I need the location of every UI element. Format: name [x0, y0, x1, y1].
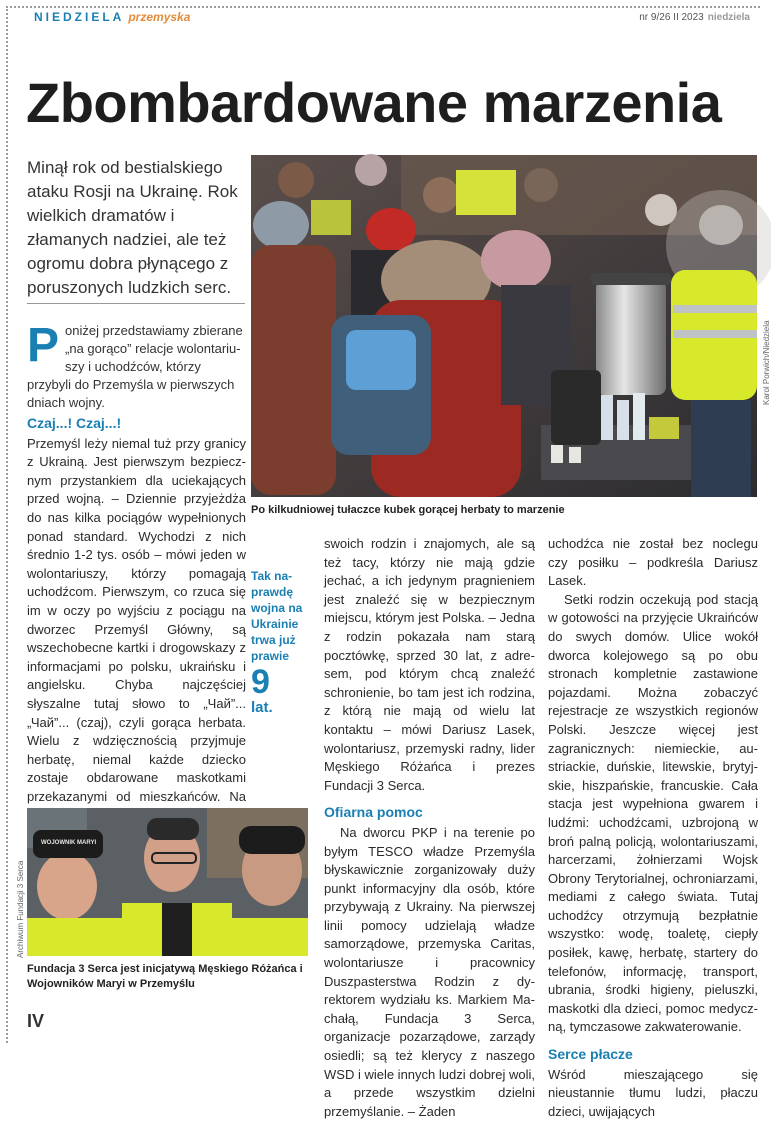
- lead-divider: [27, 303, 245, 304]
- pull-quote-text: Tak naprawdę wojna na Ukrainie trwa już prawie: [251, 569, 303, 663]
- photo-foundation-volunteers: [27, 808, 308, 956]
- column-2-text-part2: Na dworcu PKP i na terenie po byłym TESCO władze Przemyśla błyskawicznie zorganizowały duży punkt informacyjny dla osób, które przybywają z Ukrainy. Na pierwszej linii pomocy udzielają władze samorządowe, przemyska Caritas, wolontariusze i pracownicy Duszpasterstwa Rodzin z dyrektorem wydziału ks. Markiem Machałą, Fundacja 3 Serca, organizacje pozarządowe, zarządy osiedli; są też klerycy z naszego WSD i wiele innych ludzi dobrej woli, a przede wszystkim dzielni przemyślanie. – Żaden: [324, 824, 535, 1119]
- column-3: [548, 535, 758, 1121]
- pull-quote-unit: lat.: [251, 699, 273, 716]
- section-heading-czaj: Czaj...! Czaj...!: [27, 415, 122, 431]
- column-3-text-part2: Setki rodzin oczekują pod stacją w gotowości na przyjęcie Ukraińców do swych domów. Ulice wokół dworca kolejowego są po obu stronach kompletnie zastawione pojazdami. Można zobaczyć rejestracje ze wszystkich regionów Polski. Jeszcze więcej jest zagranicznych: niemieckie, austriackie, duńskie, litewskie, brytyjskie, hiszpańskie, francuskie. Cała stacja jest wypełniona gwarem i ludźmi: uchodźcami, uzbrojoną w broń palną policją, wolontariuszami, harcerzami, żołnierzami Wojsk Obrony Terytorialnej, ochroniarzami, mediami z całego świata. Tutaj uchodźcy otrzymują bezpłatnie wszystko: wodę, toaletę, ciepły posiłek, kawę, herbatę, startery do telefonów, informację, transport, ubrania, środki higieny, pieluszki, maskotki dla dzieci, pomoc medyczną, tymczasowe zakwaterowanie.: [548, 591, 758, 1035]
- photo-volunteers-caption: Fundacja 3 Serca jest inicjatywą Męskiego Różańca i Wojowników Maryi w Przemyślu: [27, 963, 303, 990]
- issue-brand: niedziela: [707, 12, 750, 23]
- column-2-text-part1: swoich rodzin i znajomych, ale są też tacy, którzy nie mają gdzie jechać, a ich jedynym pragnieniem jest znaleźć się w bezpiecznym miejscu, którym jest Polska. – Jedna z rodzin pokazała nam starą pocztówkę, sprzed 30 lat, z adresem, pod którym chcą znaleźć schronienie, bo tam jest ich rodzina, z którą nie mają od wielu lat kontaktu – mówi Dariusz Lasek, wolontariusz, przemyski radny, lider Męskiego Różańca i prezes Fundacji 3 Serca.: [324, 536, 535, 793]
- article-title: [26, 70, 721, 135]
- photo-tea-station: [251, 155, 757, 497]
- masthead-title: NIEDZIELA: [34, 10, 125, 24]
- issue-number: nr 9/26 II 2023: [639, 12, 704, 23]
- section-heading-serce: Serce płacze: [548, 1046, 633, 1063]
- photo-tea-caption: Po kilkudniowej tułaczce kubek gorącej herbaty to marzenie: [251, 504, 565, 516]
- title-regular: Zbombardowane: [26, 71, 468, 134]
- page-number: IV: [27, 1011, 45, 1031]
- column-3-text-part3: Wśród mieszającego się nieustannie tłumu ludzi, płaczu dzieci, uwijających: [548, 1066, 758, 1119]
- issue-info: [639, 12, 750, 23]
- intro-text: oniżej przedstawiamy zbierane „na gorąco” relacje wolontariuszy i uchodźców, którzy przybyli do Przemyśla w pierwszych dniach wojny.: [27, 323, 243, 410]
- masthead-edition: przemyska: [128, 10, 191, 24]
- masthead: [34, 10, 190, 24]
- article-intro: [27, 319, 245, 412]
- column-2: [324, 535, 535, 1121]
- photo-volunteers-illustration: [27, 808, 308, 956]
- dropcap: P: [27, 319, 60, 372]
- photo-tea-credit: Karol Porwich/Niedziela: [762, 320, 771, 405]
- pull-quote: [251, 568, 313, 716]
- photo-tea-illustration: [251, 155, 757, 497]
- section-heading-ofiarna: Ofiarna pomoc: [324, 804, 423, 821]
- title-bold: marzenia: [482, 71, 722, 134]
- column-3-text-part1: uchodźca nie został bez noclegu czy posiłku – podkreśla Dariusz Lasek.: [548, 536, 758, 589]
- photo-volunteers-credit: Archiwum Fundacji 3 Serca: [16, 860, 25, 958]
- article-lead: Minął rok od bestialskiego ataku Rosji na Ukrainę. Rok wielkich dramatów i złamanych nadziei, ale też ogromu dobra płynącego z poruszonych ludzkich serc.: [27, 158, 238, 297]
- pull-quote-number: 9: [251, 663, 270, 701]
- cap-text: WOJOWNIK MARYI: [41, 840, 97, 846]
- column-1-text: Przemyśl leży niemal tuż przy granicy z Ukrainą. Jest pierwszym bezpiecznym przystankiem dla uciekających przed wojną. – Dziennie przyjeżdża do nas kilka pociągów wypełnionych ponad standard. Wychodzi z nich średnio 1-2 tys. osób – mówi jeden w wolontariuszy, którzy pomagają uchodźcom. Pierwszym, co rzuca się im w oczy po wyjściu z pociągu na dworzec Przemyśl Główny, są wszechobecne kartki i drogowskazy z informacjami po polsku, ukraińsku i angielsku. Chyba najczęściej słyszalne tutaj słowo to „Чай”... „Чай”... (czaj), czyli gorąca herbata. Wielu z wdzięcznością przyjmuje herbatę, niemal każde dziecko zostaje obdarowane maskotkami przekazanymi od mieszkańców. Na: [27, 435, 246, 804]
